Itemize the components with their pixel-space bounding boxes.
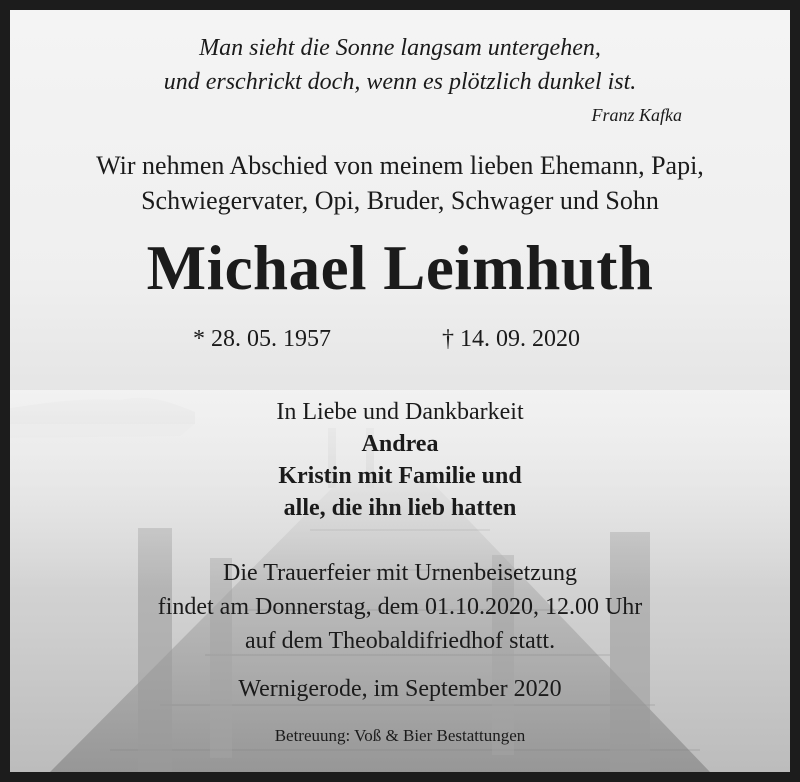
- notice-text: [10, 10, 790, 772]
- quote-line-1: Man sieht die Sonne langsam untergehen,: [199, 35, 601, 61]
- mourner-name: alle, die ihn lieb hatten: [283, 495, 517, 521]
- mourners-intro: In Liebe und Dankbarkeit: [276, 399, 524, 425]
- intro-line-2: Schwiegervater, Opi, Bruder, Schwager und Sohn: [141, 186, 659, 215]
- quote-author: Franz Kafka: [591, 105, 682, 125]
- deceased-name: Michael Leimhuth: [146, 233, 654, 303]
- birth-date: * 28. 05. 1957: [193, 326, 331, 352]
- quote-line-2: und erschrickt doch, wenn es plötzlich dunkel ist.: [163, 69, 637, 95]
- mourner-name: Andrea: [361, 431, 439, 457]
- undertaker-credit: Betreuung: Voß & Bier Bestattungen: [274, 726, 526, 745]
- mourner-name: Kristin mit Familie und: [278, 463, 522, 489]
- intro-line-1: Wir nehmen Abschied von meinem lieben Ehemann, Papi,: [96, 151, 704, 180]
- place-date: Wernigerode, im September 2020: [238, 676, 562, 702]
- death-date: † 14. 09. 2020: [442, 326, 580, 352]
- funeral-line-1: Die Trauerfeier mit Urnenbeisetzung: [223, 560, 577, 586]
- funeral-line-3: auf dem Theobaldifriedhof statt.: [244, 628, 556, 654]
- funeral-line-2: findet am Donnerstag, dem 01.10.2020, 12.00 Uhr: [157, 594, 643, 620]
